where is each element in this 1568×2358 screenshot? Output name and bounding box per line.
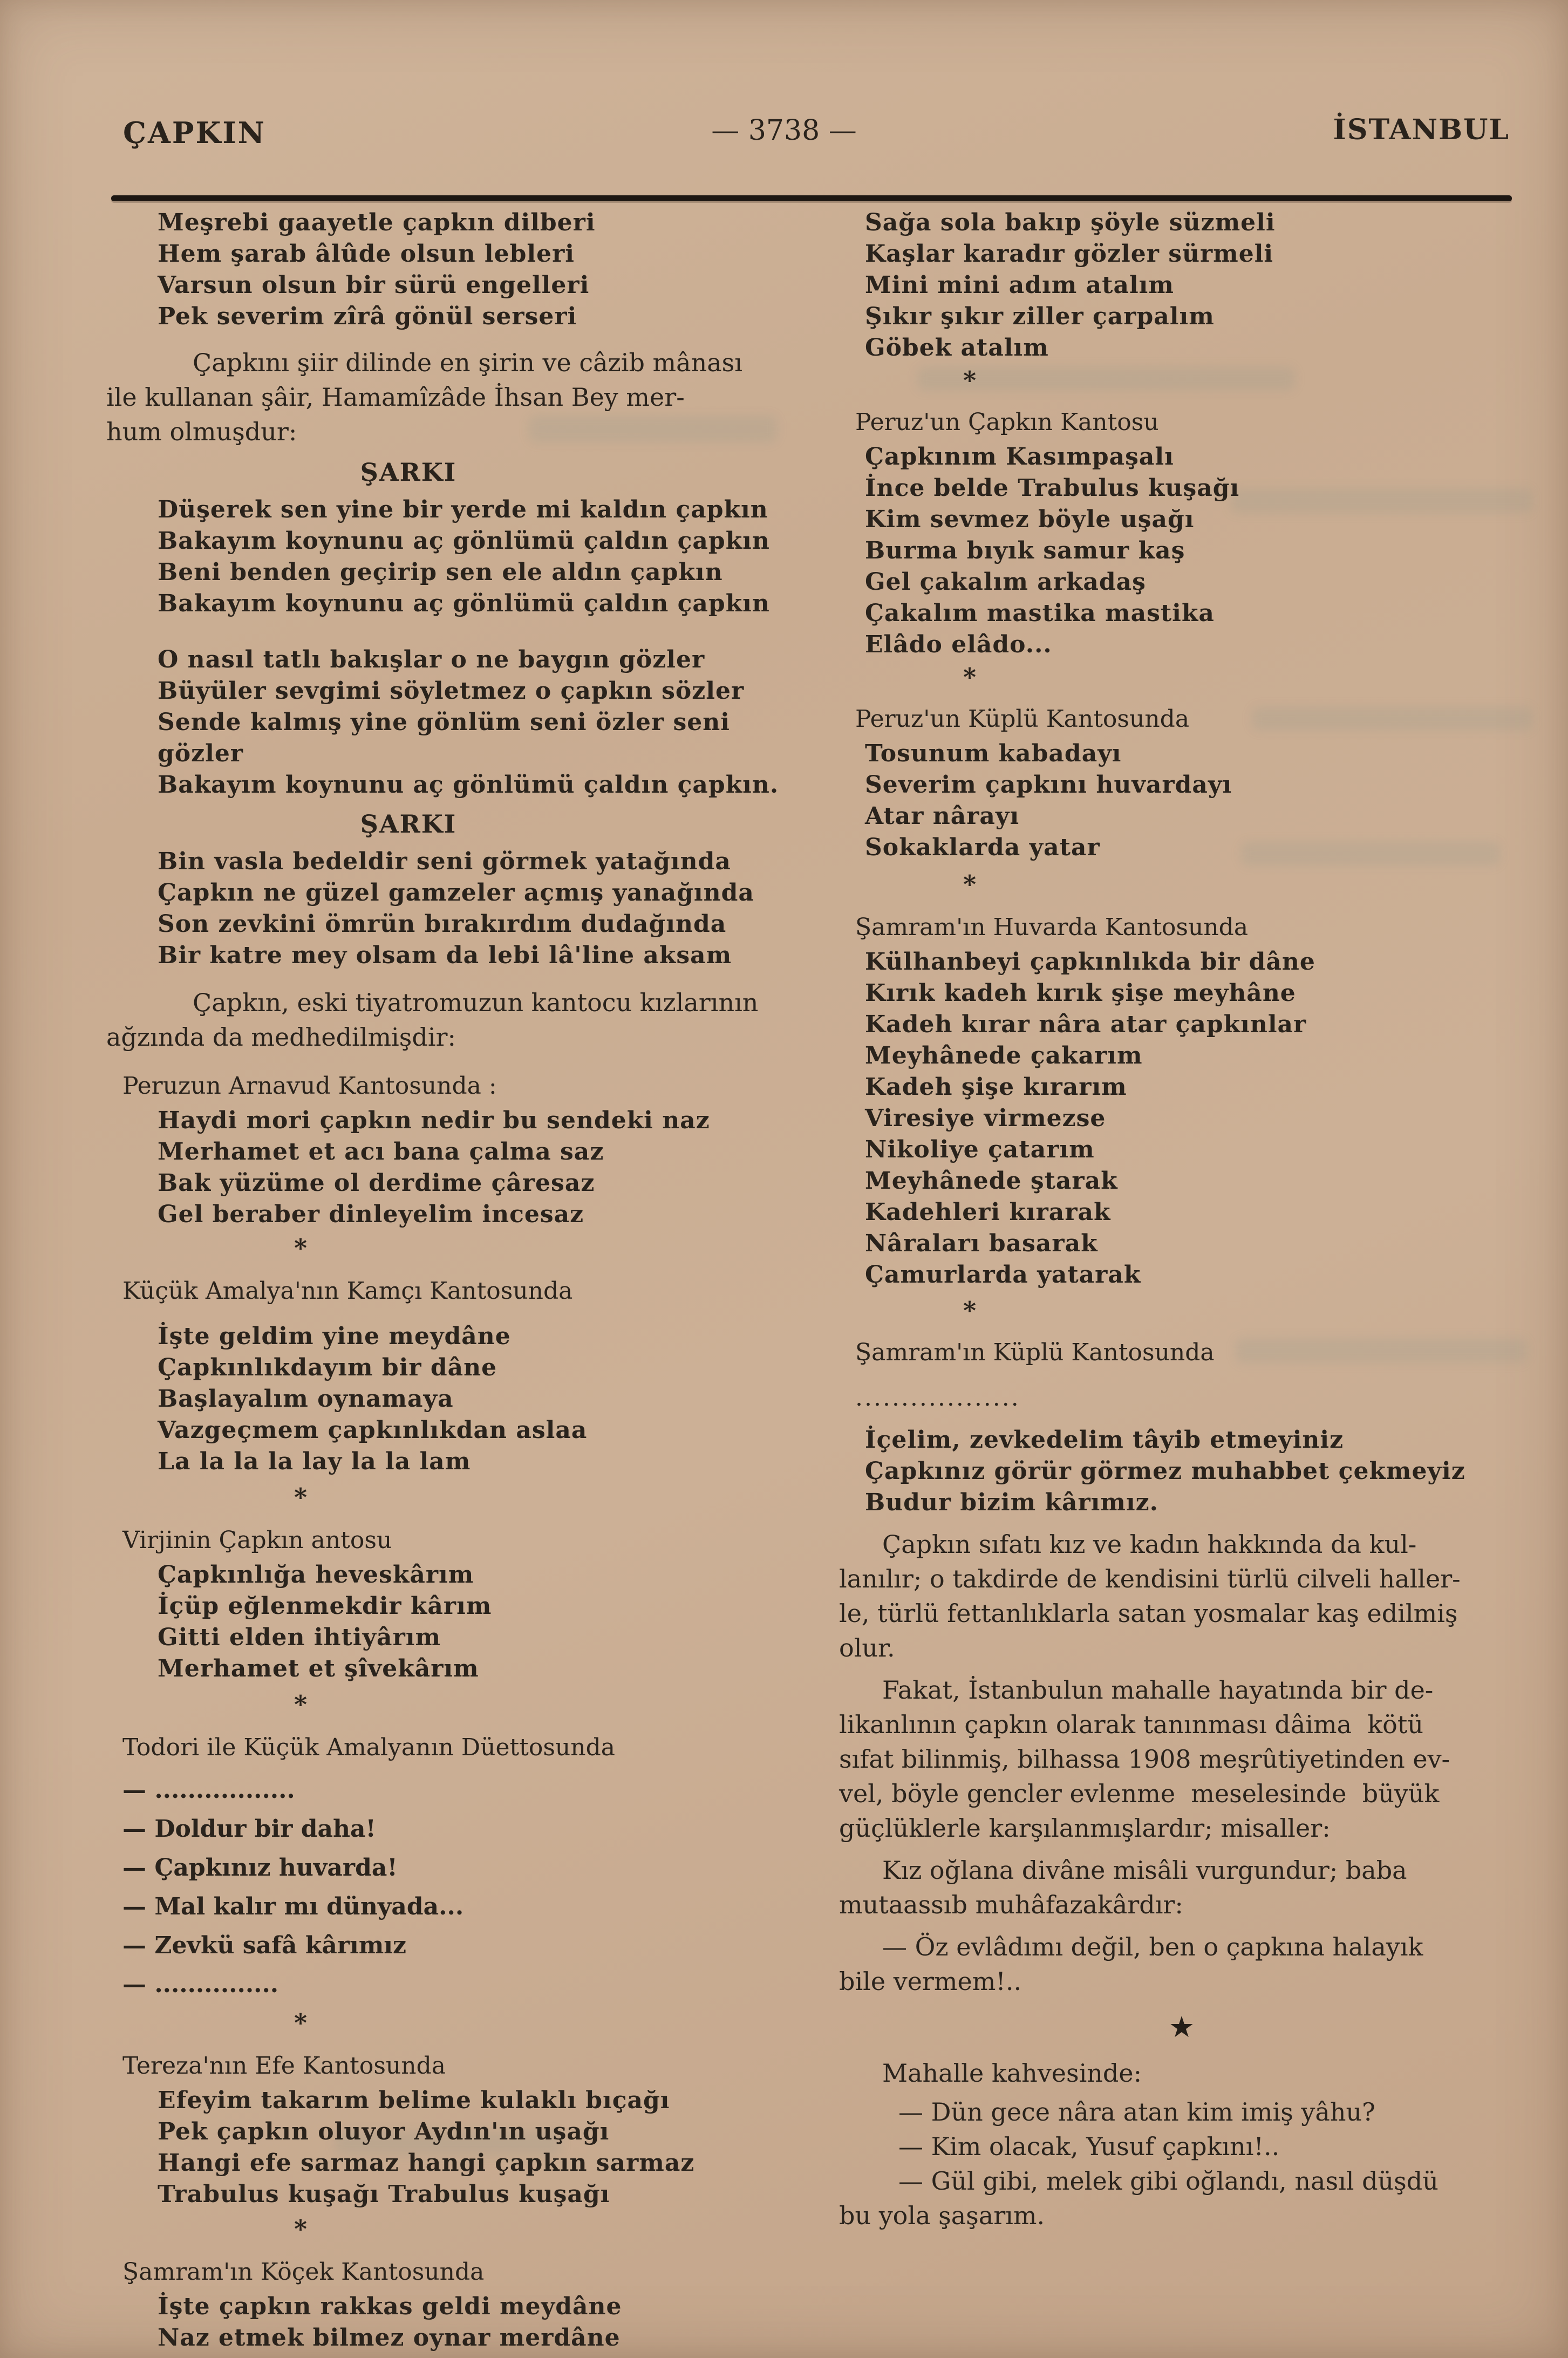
- header-rule: [111, 195, 1512, 201]
- poem-line: Naz etmek bilmez oynar merdâne: [158, 2324, 621, 2352]
- poem-line: Düşerek sen yine bir yerde mi kaldın çapkın: [158, 496, 768, 523]
- poem-line: Kim sevmez böyle uşağı: [865, 506, 1195, 533]
- prose-line: Çapkını şiir dilinde en şirin ve câzib mânası: [193, 348, 742, 377]
- prose-line: ağzında da medhedilmişdir:: [106, 1023, 456, 1052]
- asterisk-separator: *: [294, 1690, 308, 1719]
- poem-line: Göbek atalım: [865, 334, 1049, 362]
- poem-line: Bakayım koynunu aç gönlümü çaldın çapkın: [158, 590, 770, 617]
- prose-line: Çapkın sıfatı kız ve kadın hakkında da kul-: [882, 1530, 1417, 1559]
- prose-line: lanılır; o takdirde de kendisini türlü cilveli haller-: [839, 1564, 1461, 1593]
- kanto-label: Tereza'nın Efe Kantosunda: [122, 2052, 446, 2080]
- dialogue-line: — Mal kalır mı dünyada...: [122, 1893, 464, 1920]
- poem-line: Atar nârayı: [865, 802, 1020, 830]
- poem-line: Nikoliye çatarım: [865, 1136, 1095, 1163]
- asterisk-separator: *: [294, 1483, 308, 1512]
- kanto-label: Şamram'ın Köçek Kantosunda: [122, 2258, 485, 2286]
- poem-line: Son zevkini ömrün bırakırdım dudağında: [158, 910, 727, 938]
- publication-title: İSTANBUL: [1333, 113, 1510, 146]
- prose-line: bile vermem!..: [839, 1967, 1022, 1996]
- asterisk-separator: *: [294, 2214, 308, 2244]
- kanto-label: Peruz'un Küplü Kantosunda: [855, 705, 1190, 733]
- dialogue-line: — ...............: [122, 1971, 279, 1998]
- kanto-label: Küçük Amalya'nın Kamçı Kantosunda: [122, 1277, 573, 1305]
- dialogue-line: — Çapkınız huvarda!: [122, 1854, 398, 1882]
- poem-line: Çapkın ne güzel gamzeler açmış yanağında: [158, 879, 754, 907]
- poem-line: Çapkınız görür görmez muhabbet çekmeyiz: [865, 1457, 1465, 1485]
- poem-line: Bakayım koynunu aç gönlümü çaldın çapkın.: [158, 771, 779, 799]
- poem-line: İçelim, zevkedelim tâyib etmeyiniz: [865, 1426, 1344, 1454]
- sarki-heading: ŞARKI: [360, 809, 457, 839]
- prose-line: — Öz evlâdımı değil, ben o çapkına halayık: [882, 1932, 1423, 1961]
- poem-line: O nasıl tatlı bakışlar o ne baygın gözler: [158, 646, 705, 673]
- poem-line: Mini mini adım atalım: [865, 271, 1174, 299]
- poem-line: Meyhânede çakarım: [865, 1042, 1143, 1069]
- poem-line: Haydi mori çapkın nedir bu sendeki naz: [158, 1107, 710, 1134]
- kanto-label: Peruz'un Çapkın Kantosu: [855, 408, 1159, 436]
- asterisk-separator: *: [963, 663, 977, 692]
- star-separator: ★: [1168, 2010, 1195, 2044]
- prose-line: le, türlü fettanlıklarla satan yosmalar kaş edilmiş: [839, 1599, 1458, 1628]
- ellipsis-line: ..................: [855, 1384, 1020, 1412]
- poem-line: Kaşlar karadır gözler sürmeli: [865, 240, 1274, 268]
- poem-line: Çamurlarda yatarak: [865, 1261, 1141, 1289]
- dialogue-line: — Gül gibi, melek gibi oğlandı, nasıl düşdü: [898, 2166, 1439, 2196]
- poem-line: Çapkınlığa heveskârım: [158, 1561, 474, 1589]
- asterisk-separator: *: [294, 1233, 308, 1263]
- right-column: [839, 207, 1524, 2233]
- prose-line: Kız oğlana divâne misâli vurgundur; baba: [882, 1856, 1407, 1885]
- poem-line: İşte çapkın rakkas geldi meydâne: [158, 2293, 622, 2320]
- poem-line: Pek severim zîrâ gönül serseri: [158, 303, 577, 330]
- dialogue-line: — Zevkü safâ kârımız: [122, 1932, 406, 1959]
- page-number: — 3738 —: [711, 114, 857, 147]
- poem-line: Elâdo elâdo...: [865, 631, 1052, 658]
- poem-line: Burma bıyık samur kaş: [865, 537, 1185, 564]
- left-column: [106, 207, 813, 2354]
- poem-line: Büyüler sevgimi söyletmez o çapkın sözler: [158, 677, 745, 705]
- asterisk-separator: *: [963, 1296, 977, 1325]
- asterisk-separator: *: [963, 870, 977, 899]
- poem-line: Nâraları basarak: [865, 1230, 1098, 1257]
- prose-line: likanlının çapkın olarak tanınması dâima kötü: [839, 1710, 1423, 1739]
- poem-line: Hangi efe sarmaz hangi çapkın sarmaz: [158, 2149, 695, 2177]
- dialogue-line: — .................: [122, 1776, 295, 1804]
- poem-line: Viresiye virmezse: [865, 1105, 1106, 1132]
- dialogue-line: — Kim olacak, Yusuf çapkını!..: [898, 2132, 1280, 2161]
- entry-title: ÇAPKIN: [123, 115, 267, 150]
- poem-line: Kadeh kırar nâra atar çapkınlar: [865, 1011, 1307, 1038]
- kanto-label: Virjinin Çapkın antosu: [122, 1526, 392, 1554]
- poem-line: Bak yüzüme ol derdime çâresaz: [158, 1169, 595, 1197]
- poem-line: Başlayalım oynamaya: [158, 1385, 454, 1413]
- poem-line: Sağa sola bakıp şöyle süzmeli: [865, 209, 1276, 236]
- kanto-label: Şamram'ın Huvarda Kantosunda: [855, 914, 1249, 941]
- kanto-label: Todori ile Küçük Amalyanın Düettosunda: [122, 1734, 615, 1761]
- prose-line: vel, böyle gencler evlenme meselesinde büyük: [839, 1779, 1440, 1808]
- poem-line: Bin vasla bedeldir seni görmek yatağında: [158, 848, 731, 875]
- poem-line: La la la la lay la la lam: [158, 1448, 471, 1475]
- poem-line: Çapkınlıkdayım bir dâne: [158, 1354, 497, 1381]
- poem-line: Beni benden geçirip sen ele aldın çapkın: [158, 558, 723, 586]
- poem-line: Kırık kadeh kırık şişe meyhâne: [865, 979, 1296, 1007]
- poem-line: Sende kalmış yine gönlüm seni özler seni gözler: [158, 708, 739, 767]
- poem-line: Kadeh şişe kırarım: [865, 1073, 1127, 1101]
- poem-line: Gel çakalım arkadaş: [865, 568, 1146, 596]
- poem-line: Bakayım koynunu aç gönlümü çaldın çapkın: [158, 527, 770, 555]
- poem-line: Vazgeçmem çapkınlıkdan aslaa: [158, 1416, 588, 1444]
- poem-line: Gitti elden ihtiyârım: [158, 1624, 441, 1651]
- poem-line: Trabulus kuşağı Trabulus kuşağı: [158, 2180, 610, 2208]
- poem-line: Kadehleri kırarak: [865, 1198, 1111, 1226]
- poem-line: Hem şarab âlûde olsun lebleri: [158, 240, 575, 268]
- sarki-heading: ŞARKI: [360, 458, 457, 487]
- prose-line: olur.: [839, 1633, 895, 1662]
- poem-line: Merhamet et acı bana çalma saz: [158, 1138, 604, 1166]
- poem-line: Çapkınım Kasımpaşalı: [865, 443, 1174, 471]
- poem-line: Külhanbeyi çapkınlıkda bir dâne: [865, 948, 1315, 976]
- poem-line: Şıkır şıkır ziller çarpalım: [865, 303, 1215, 330]
- prose-line: Çapkın, eski tiyatromuzun kantocu kızlarının: [193, 988, 759, 1017]
- prose-line: hum olmuşdur:: [106, 417, 297, 446]
- prose-line: güçlüklerle karşılanmışlardır; misaller:: [839, 1814, 1331, 1843]
- poem-line: İnce belde Trabulus kuşağı: [865, 474, 1240, 502]
- poem-line: Merhamet et şîvekârım: [158, 1655, 479, 1682]
- prose-line: mutaassıb muhâfazakârdır:: [839, 1890, 1183, 1919]
- prose-line: ile kullanan şâir, Hamamîzâde İhsan Bey mer-: [106, 383, 685, 412]
- poem-line: Sokaklarda yatar: [865, 834, 1100, 861]
- asterisk-separator: *: [294, 2008, 308, 2037]
- kanto-label: Peruzun Arnavud Kantosunda :: [122, 1072, 497, 1100]
- poem-line: Budur bizim kârımız.: [865, 1489, 1158, 1516]
- poem-line: Bir katre mey olsam da lebi lâ'line aksam: [158, 942, 732, 969]
- poem-line: İçüp eğlenmekdir kârım: [158, 1592, 492, 1620]
- poem-line: Pek çapkın oluyor Aydın'ın uşağı: [158, 2118, 610, 2145]
- poem-line: Meyhânede ştarak: [865, 1167, 1118, 1195]
- poem-line: Gel beraber dinleyelim incesaz: [158, 1201, 584, 1228]
- poem-line: İşte geldim yine meydâne: [158, 1323, 511, 1350]
- poem-line: Tosunum kabadayı: [865, 740, 1122, 767]
- prose-line: sıfat bilinmiş, bilhassa 1908 meşrûtiyetinden ev-: [839, 1744, 1450, 1774]
- poem-line: Çakalım mastika mastika: [865, 599, 1215, 627]
- prose-line: Mahalle kahvesinde:: [882, 2059, 1142, 2088]
- kanto-label: Şamram'ın Küplü Kantosunda: [855, 1339, 1215, 1366]
- dialogue-line: — Dün gece nâra atan kim imiş yâhu?: [898, 2097, 1375, 2127]
- prose-line: bu yola şaşarım.: [839, 2201, 1045, 2230]
- poem-line: Meşrebi gaayetle çapkın dilberi: [158, 209, 596, 236]
- poem-line: Severim çapkını huvardayı: [865, 771, 1232, 799]
- asterisk-separator: *: [963, 366, 977, 395]
- dialogue-line: — Doldur bir daha!: [122, 1815, 376, 1843]
- poem-line: Efeyim takarım belime kulaklı bıçağı: [158, 2087, 670, 2114]
- prose-line: Fakat, İstanbulun mahalle hayatında bir de-: [882, 1675, 1434, 1705]
- poem-line: Varsun olsun bir sürü engelleri: [158, 271, 590, 299]
